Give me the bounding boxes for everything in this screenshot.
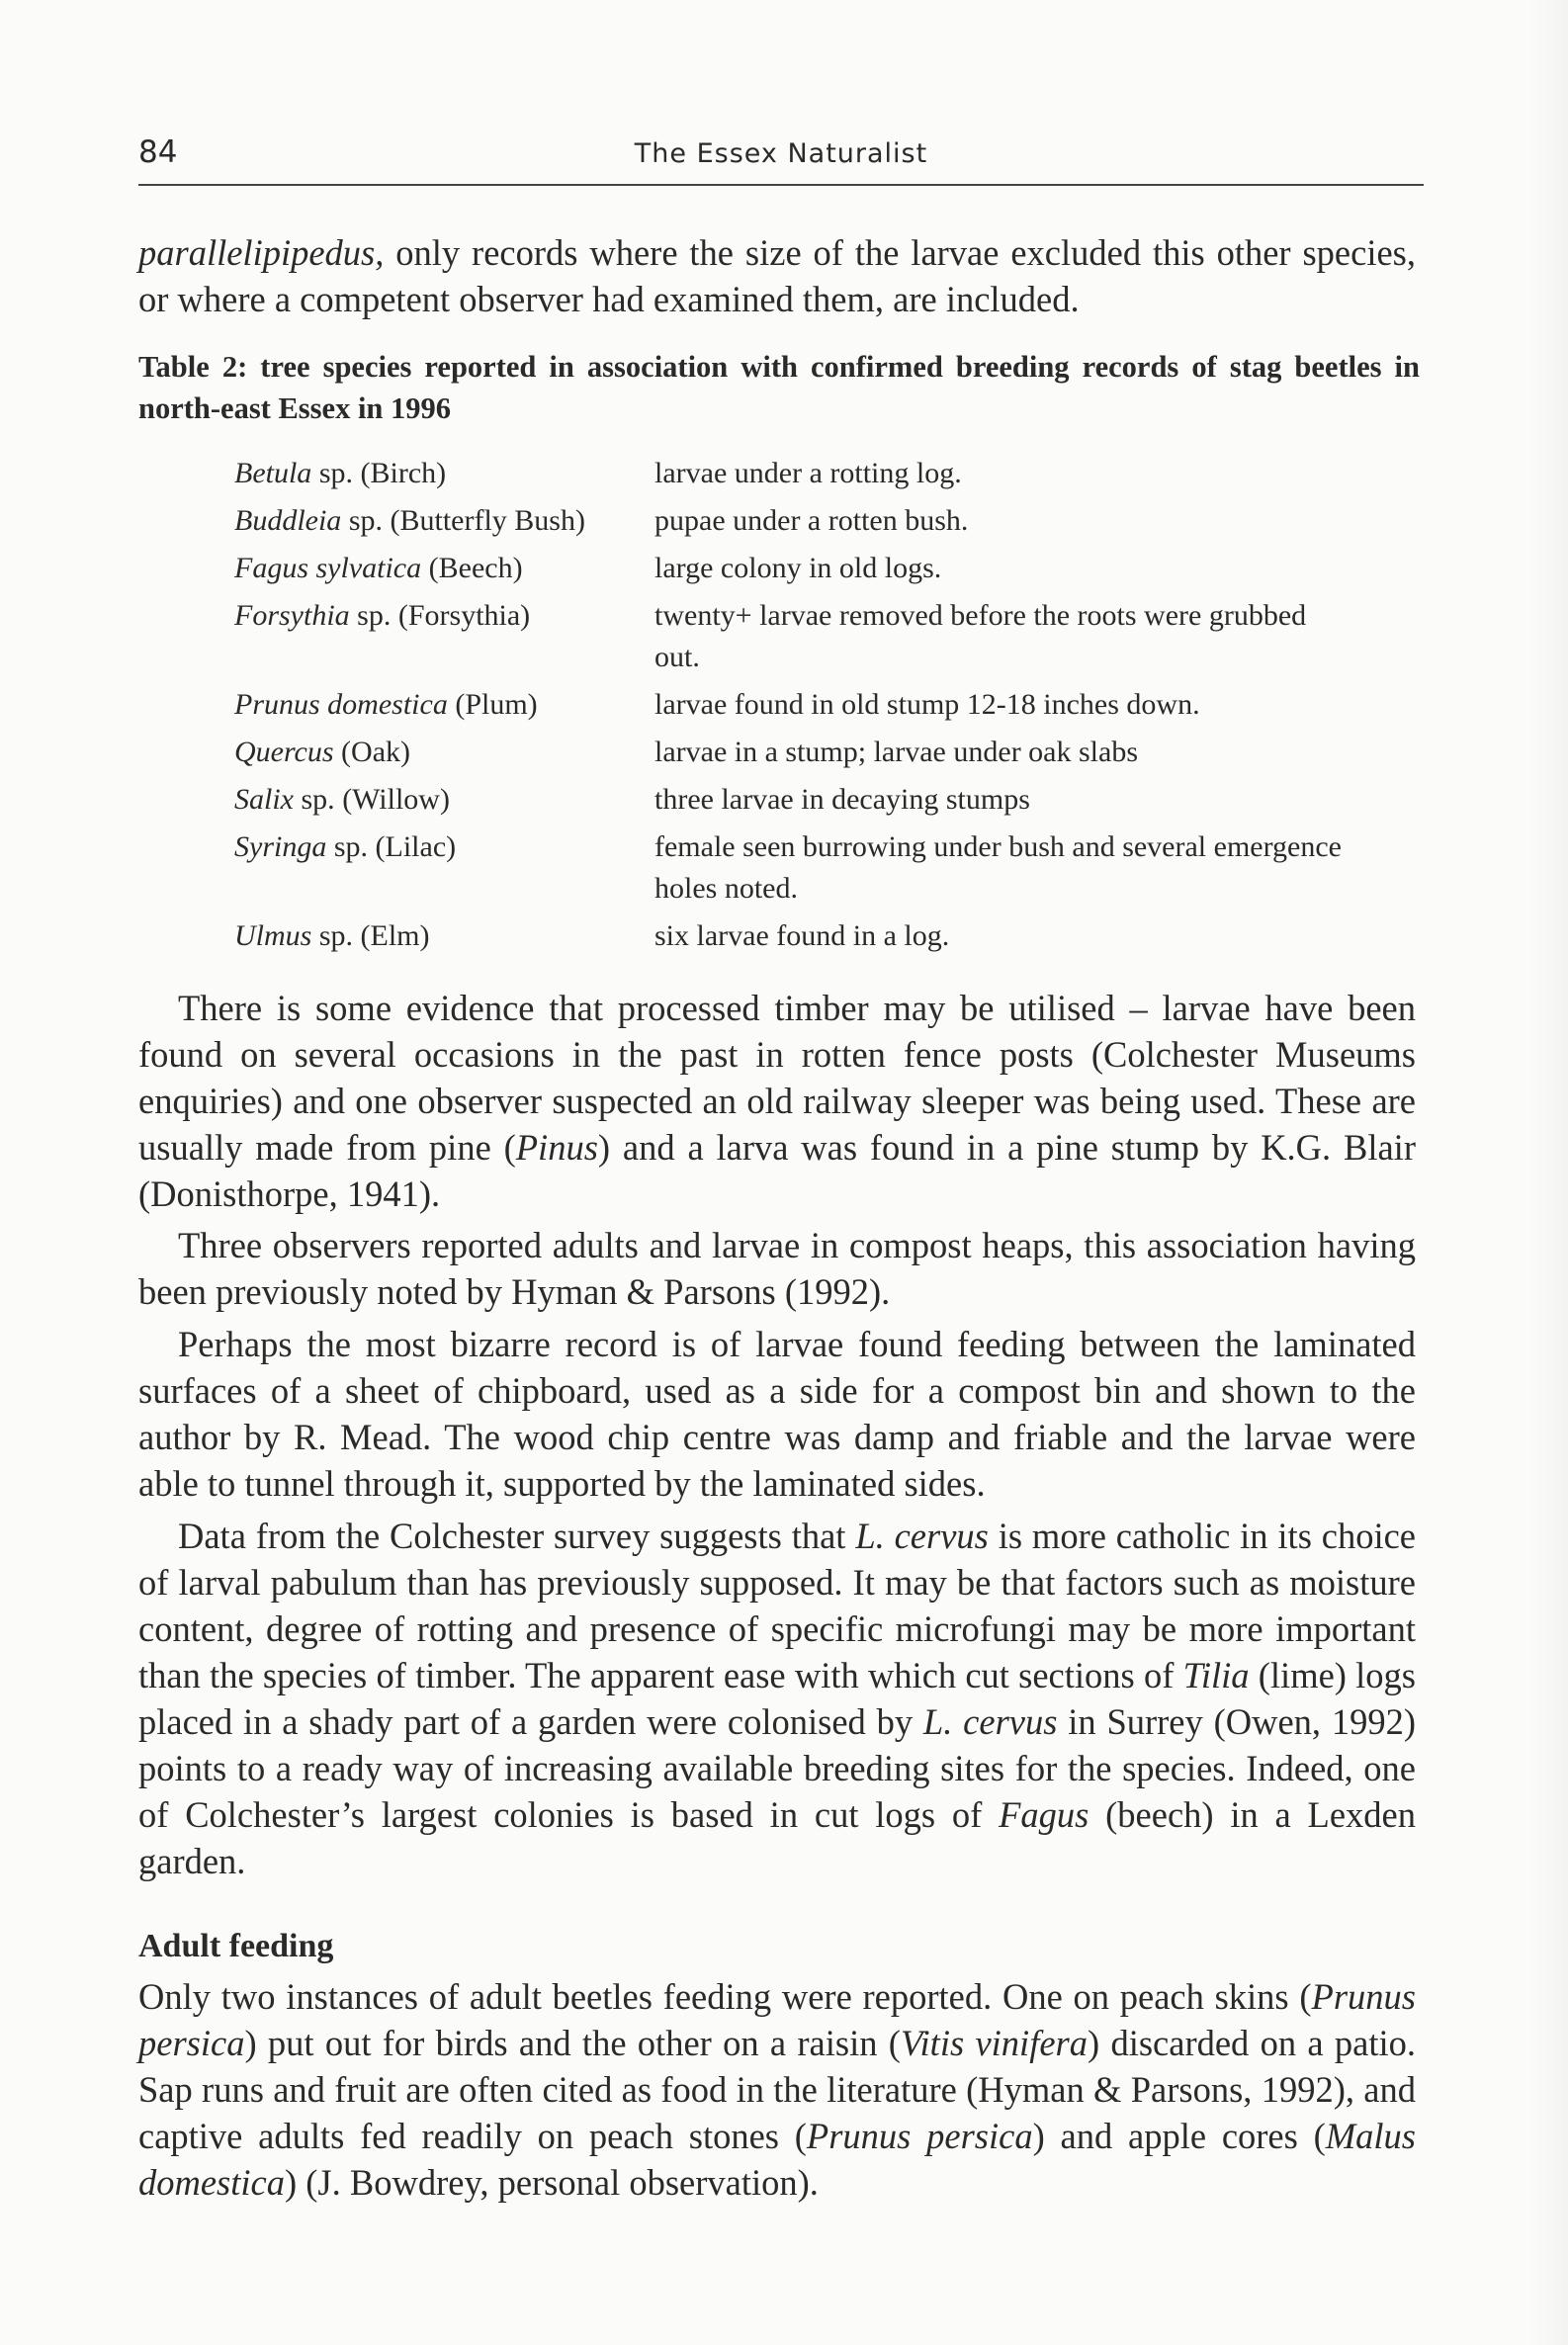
intro-text: only records where the size of the larvae excluded this other species, or where a competent observer had examined them, are included. bbox=[138, 232, 1416, 319]
paper-edge-shadow bbox=[1528, 0, 1568, 2345]
table-row bbox=[234, 453, 1342, 500]
note-cell: pupae under a rotten bush. bbox=[654, 504, 969, 537]
feeding-paragraph: Only two instances of adult beetles feeding were reported. One on peach skins (Prunus persica) put out for birds and the other on a raisin (Vitis vinifera) discarded on a patio. Sap runs and fruit are often cited as food in the literature (Hyman & Parsons, 1992), and captive adults fed readily on peach stones (Prunus persica) and apple cores (Malus domestica) (J. Bowdrey, personal observation). bbox=[138, 1976, 1417, 2203]
table-row bbox=[234, 548, 1342, 595]
species-cell: Quercus (Oak) bbox=[234, 736, 411, 768]
table-row bbox=[234, 500, 1342, 548]
species-cell: Fagus sylvatica (Beech) bbox=[234, 552, 523, 584]
species-name: parallelipipedus, bbox=[138, 232, 385, 273]
journal-title: The Essex Naturalist bbox=[634, 138, 928, 169]
note-cell: larvae found in old stump 12-18 inches down. bbox=[654, 688, 1200, 721]
chipboard-paragraph: Perhaps the most bizarre record is of larvae found feeding between the laminated surfaces of a sheet of chipboard, used as a side for a compost bin and shown to the author by R. Mead. The wood chip centre was damp and friable and the larvae were able to tunnel through it, supported by the laminated sides. bbox=[138, 1324, 1416, 1504]
running-head bbox=[138, 134, 1424, 186]
species-cell: Betula sp. (Birch) bbox=[234, 457, 447, 489]
note-cell: three larvae in decaying stumps bbox=[654, 783, 1030, 816]
table-row bbox=[234, 915, 1342, 963]
compost-paragraph: Three observers reported adults and larvae in compost heaps, this association having been previously noted by Hyman & Parsons (1992). bbox=[138, 1225, 1416, 1312]
table-row bbox=[234, 684, 1342, 732]
note-cell: twenty+ larvae removed before the roots were grubbed out. bbox=[654, 599, 1307, 673]
species-cell: Prunus domestica (Plum) bbox=[234, 688, 538, 721]
section-heading: Adult feeding bbox=[138, 1928, 334, 1964]
table-caption: Table 2: tree species reported in association with confirmed breeding records of stag beetles in north-east Essex in 1996 bbox=[138, 350, 1420, 425]
species-cell: Salix sp. (Willow) bbox=[234, 783, 450, 816]
species-cell: Ulmus sp. (Elm) bbox=[234, 919, 430, 952]
note-cell: female seen burrowing under bush and several emergence holes noted. bbox=[654, 830, 1342, 905]
table-row bbox=[234, 779, 1342, 826]
table-row bbox=[234, 595, 1342, 684]
note-cell: large colony in old logs. bbox=[654, 552, 942, 584]
table-row bbox=[234, 826, 1342, 915]
note-cell: larvae under a rotting log. bbox=[654, 457, 962, 489]
species-cell: Syringa sp. (Lilac) bbox=[234, 830, 457, 863]
page-number: 84 bbox=[138, 134, 178, 170]
species-table bbox=[234, 453, 1342, 963]
species-cell: Buddleia sp. (Butterfly Bush) bbox=[234, 504, 585, 537]
note-cell: six larvae found in a log. bbox=[654, 919, 950, 952]
note-cell: larvae in a stump; larvae under oak slabs bbox=[654, 736, 1138, 768]
survey-paragraph: Data from the Colchester survey suggests that L. cervus is more catholic in its choice of larval pabulum than has previously supposed. It may be that factors such as moisture content, degree of rotting and presence of specific microfungi may be more important than the species of timber. The apparent ease with which cut sections of Tilia (lime) logs placed in a shady part of a garden were colonised by L. cervus in Surrey (Owen, 1992) points to a ready way of increasing available breeding sites for the species. Indeed, one of Colchester’s largest colonies is based in cut logs of Fagus (beech) in a Lexden garden. bbox=[138, 1516, 1417, 1881]
intro-paragraph bbox=[138, 229, 1416, 322]
timber-paragraph: There is some evidence that processed timber may be utilised – larvae have been found on several occasions in the past in rotten fence posts (Colchester Museums enquiries) and one observer suspected an old railway sleeper was being used. These are usually made from pine (Pinus) and a larva was found in a pine stump by K.G. Blair (Donisthorpe, 1941). bbox=[138, 988, 1416, 1214]
species-cell: Forsythia sp. (Forsythia) bbox=[234, 599, 531, 632]
table-row bbox=[234, 732, 1342, 779]
